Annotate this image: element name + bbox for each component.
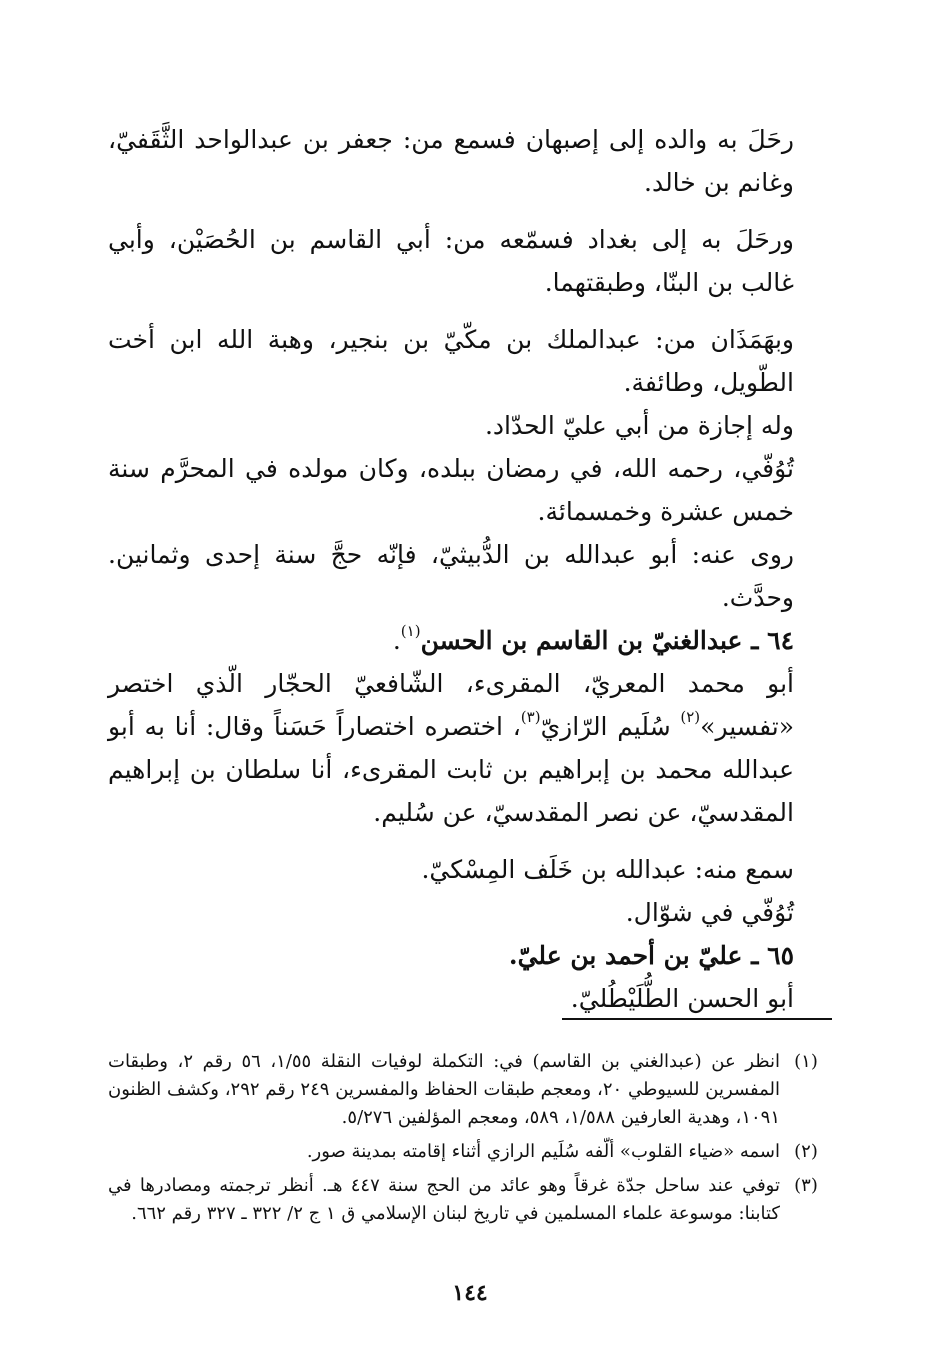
- footnote-text: توفي عند ساحل جدّة غرقاً وهو عائد من الحج سنة ٤٤٧ هـ. أنظر ترجمته ومصادرها في كتابنا: موسوعة علماء المسلمين في تاريخ لبنان الإسلامي ق ١ ج ٢/ ٣٢٢ ـ ٣٢٧ رقم ٦٦٢.: [108, 1175, 780, 1224]
- footnote-1: [108, 1048, 832, 1132]
- footnote-ref-3: (٣): [520, 707, 541, 726]
- paragraph-2: ورحَلَ به إلى بغداد فسمّعه من: أبي القاسم بن الحُصَيْن، وأبي غالب بن البنّا، وطبقتهما.: [108, 225, 794, 297]
- footnote-divider: [562, 1018, 832, 1020]
- paragraph-4: وله إجازة من أبي عليّ الحدّاد.: [484, 411, 794, 440]
- paragraph-6: روى عنه: أبو عبدالله بن الدُّبيثيّ، فإنّه حجَّ سنة إحدى وثمانين. وحدَّث.: [108, 540, 794, 612]
- paragraph-7-part-c: ، اختصره اختصاراً حَسَناً وقال: أنا به أبو عبدالله محمد بن إبراهيم بن ثابت المقرىء، أنا سلطان بن إبراهيم المقدسيّ، عن نصر المقدسيّ، عن سُليم.: [108, 712, 794, 827]
- paragraph-3: وبهَمَذَان من: عبدالملك بن مكّيّ بن بنجير، وهبة الله ابن أخت الطّويل، وطائفة.: [108, 325, 794, 397]
- entry-64-heading: [108, 619, 832, 662]
- paragraph-9: تُوُفّي في شوّال.: [625, 898, 794, 927]
- paragraph-1: رحَلَ به والده إلى إصبهان فسمع من: جعفر بن عبدالواحد الثَّقَفيّ، وغانم بن خالد.: [108, 125, 794, 197]
- footnote-3: [108, 1172, 832, 1228]
- footnotes: [108, 1048, 832, 1234]
- paragraph-7: [108, 662, 832, 834]
- paragraph-5: تُوُفّي، رحمه الله، في رمضان ببلده، وكان مولده في المحرَّم سنة خمس عشرة وخمسمائة.: [108, 454, 794, 526]
- paragraph-8: سمع منه: عبدالله بن خَلَف المِسْكيّ.: [421, 855, 794, 884]
- footnote-2: [108, 1138, 832, 1166]
- entry-65-heading: ٦٥ ـ عليّ بن أحمد بن عليّ.: [508, 941, 794, 970]
- entry-64-end: .: [392, 626, 401, 655]
- footnote-ref-1: (١): [400, 621, 421, 640]
- paragraph-7-part-a: أبو محمد المعريّ، المقرىء، الشّافعيّ الحجّار الّذي اختصر «تفسير»: [108, 669, 794, 741]
- paragraph-10: أبو الحسن الطُّلَيْطُليّ.: [570, 984, 794, 1013]
- page-number: ١٤٤: [452, 1280, 488, 1306]
- footnote-number: (٢): [794, 1141, 818, 1162]
- footnote-number: (١): [794, 1051, 818, 1072]
- entry-64-title: ٦٤ ـ عبدالغنيّ بن القاسم بن الحسن: [420, 626, 794, 655]
- footnote-number: (٣): [794, 1175, 818, 1196]
- footnote-text: اسمه «ضياء القلوب» ألّفه سُلَيم الرازي أثناء إقامته بمدينة صور.: [306, 1141, 780, 1162]
- footnote-ref-2: (٢): [680, 707, 701, 726]
- page-body: [108, 118, 832, 1318]
- paragraph-7-part-b: سُلَيم الرّازيّ: [540, 712, 681, 741]
- footnote-text: انظر عن (عبدالغني بن القاسم) في: التكملة لوفيات النقلة ١/٥٥، ٥٦ رقم ٢، وطبقات المفسرين للسيوطي ٢٠، ومعجم طبقات الحفاظ والمفسرين ٢٤٩ رقم ٢٩٢، وكشف الظنون ١٠٩١، وهدية العارفين ١/٥٨٨، ٥٨٩، ومعجم المؤلفين ٥/٢٧٦.: [108, 1051, 781, 1128]
